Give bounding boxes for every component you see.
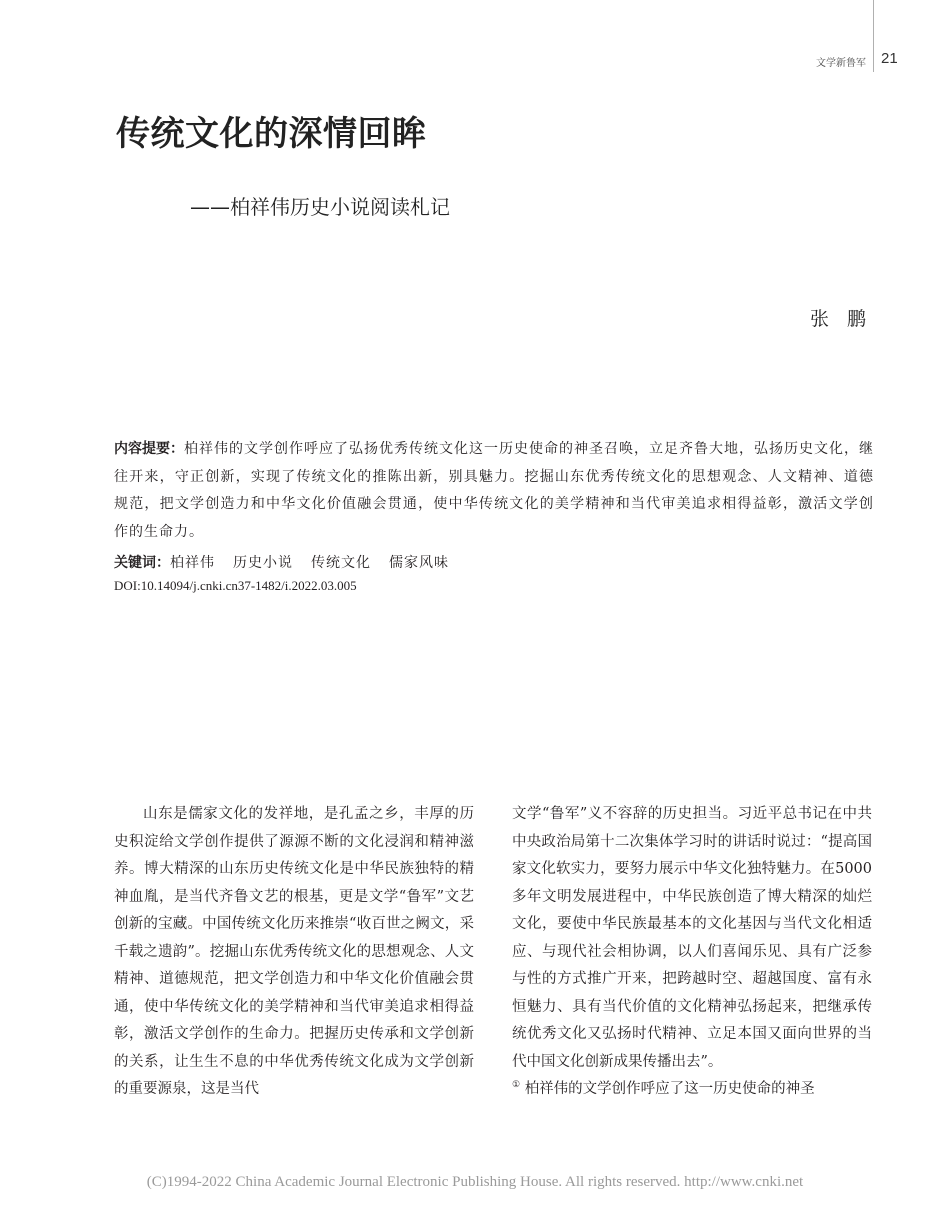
keyword: 传统文化 <box>311 555 371 571</box>
footnote-marker[interactable]: ① <box>512 1080 521 1091</box>
article-subtitle: ——柏祥伟历史小说阅读札记 <box>190 195 450 219</box>
copyright-watermark: (C)1994-2022 China Academic Journal Electronic Publishing House. All rights reserved. http://www.cnki.net <box>146 1174 804 1190</box>
body-paragraph <box>512 801 872 1104</box>
journal-name: 文学新鲁军 <box>816 58 866 69</box>
keywords <box>114 550 467 576</box>
article-title: 传统文化的深情回眸 <box>116 114 427 154</box>
doi: DOI:10.14094/j.cnki.cn37-1482/i.2022.03.005 <box>114 578 357 593</box>
body-column-right <box>512 801 872 1104</box>
keyword: 历史小说 <box>233 555 293 571</box>
abstract-label: 内容提要： <box>114 441 184 457</box>
keyword: 柏祥伟 <box>170 555 215 571</box>
body-text: 柏祥伟的文学创作呼应了这一历史使命的神圣 <box>524 1081 815 1097</box>
abstract <box>114 436 874 546</box>
body-column-left <box>114 801 474 1104</box>
body-paragraph: 山东是儒家文化的发祥地，是孔孟之乡，丰厚的历史积淀给文学创作提供了源源不断的文化浸润和精神滋养。博大精深的山东历史传统文化是中华民族独特的精神血胤，是当代齐鲁文艺的根基，更是文学“鲁军”文艺创新的宝藏。中国传统文化历来推崇“收百世之阙文，采千载之遗韵”。挖掘山东优秀传统文化的思想观念、人文精神、道德规范，把文学创造力和中华文化价值融会贯通，使中华传统文化的美学精神和当代审美追求相得益彰，激活文学创作的生命力。把握历史传承和文学创新的关系，让生生不息的中华优秀传统文化成为文学创新的重要源泉，这是当代 <box>114 806 474 1097</box>
body-text: 文学“鲁军”义不容辞的历史担当。习近平总书记在中共中央政治局第十二次集体学习时的讲话时说过：“提高国家文化软实力，要努力展示中华文化独特魅力。在5000多年文明发展进程中，中华民族创造了博大精深的灿烂文化，要使中华民族最基本的文化基因与当代文化相适应、与现代社会相协调，以人们喜闻乐见、具有广泛参与性的方式推广开来，把跨越时空、超越国度、富有永恒魅力、具有当代价值的文化精神弘扬起来，把继承传统优秀文化又弘扬时代精神、立足本国又面向世界的当代中国文化创新成果传播出去”。 <box>512 806 872 1070</box>
abstract-text: 柏祥伟的文学创作呼应了弘扬优秀传统文化这一历史使命的神圣召唤，立足齐鲁大地，弘扬历史文化，继往开来，守正创新，实现了传统文化的推陈出新，别具魅力。挖掘山东优秀传统文化的思想观念、人文精神、道德规范，把文学创造力和中华文化价值融会贯通，使中华传统文化的美学精神和当代审美追求相得益彰，激活文学创作的生命力。 <box>114 441 874 540</box>
header-divider <box>873 0 874 72</box>
author-name: 张 鹏 <box>809 308 872 330</box>
page-number: 21 <box>881 50 898 67</box>
keywords-label: 关键词： <box>114 555 170 571</box>
keyword: 儒家风味 <box>389 555 449 571</box>
